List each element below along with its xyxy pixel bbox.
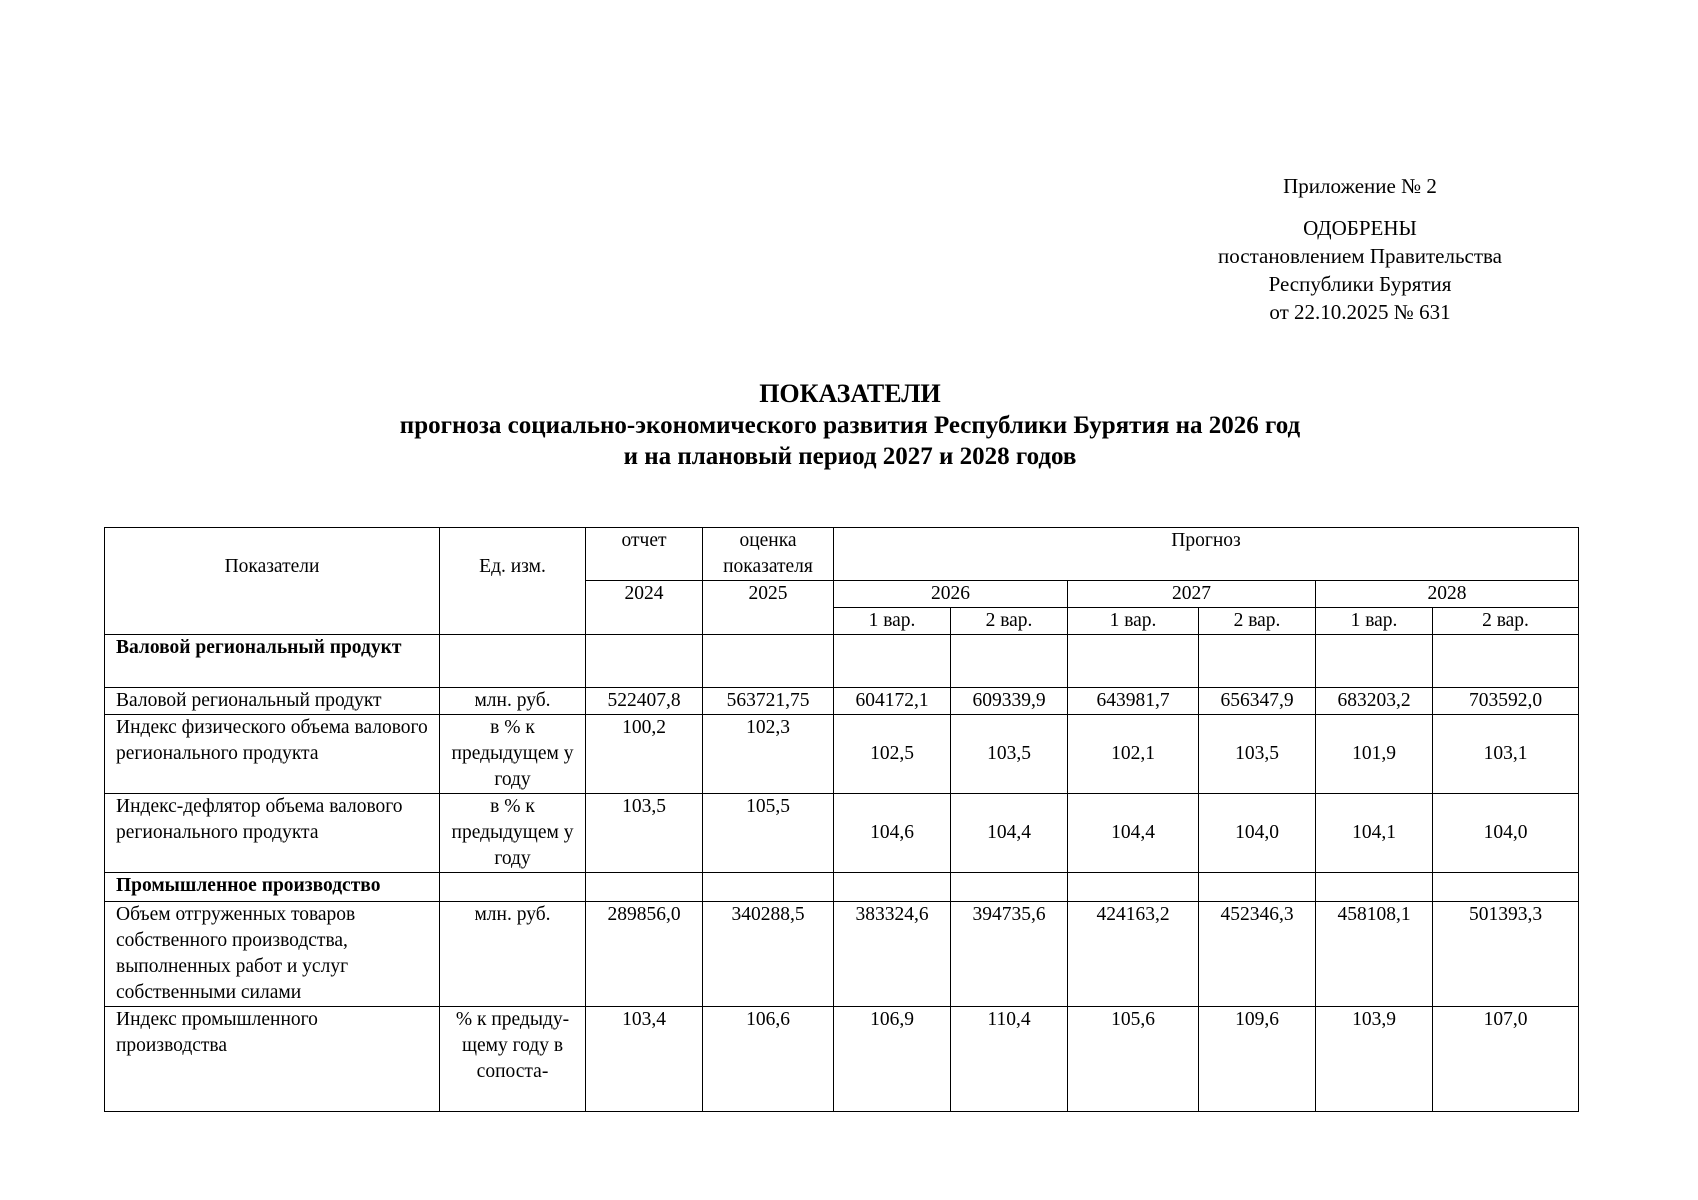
row-name: Индекс физического объема валового регионального продукта	[105, 715, 440, 794]
header-2028-var1: 1 вар.	[1316, 608, 1433, 635]
value-2026-var1: 104,6	[834, 794, 951, 873]
value-2025: 105,5	[703, 794, 834, 873]
row-name: Объем отгруженных товаров собственного производства, выполненных работ и услуг собственными силами	[105, 902, 440, 1007]
value-2026-var2: 103,5	[951, 715, 1068, 794]
section-row-grp	[105, 635, 1579, 688]
header-indicators: Показатели	[105, 528, 440, 635]
table-row	[105, 715, 1579, 794]
title-main: ПОКАЗАТЕЛИ	[759, 379, 941, 408]
value-2028-var2: 104,0	[1433, 794, 1579, 873]
header-estimate: оценка показателя	[703, 528, 834, 581]
value-2028-var1: 104,1	[1316, 794, 1433, 873]
header-year-2024: 2024	[586, 581, 703, 635]
header-report: отчет	[586, 528, 703, 581]
header-row-1	[105, 528, 1579, 581]
value-2026-var1: 102,5	[834, 715, 951, 794]
value-2028-var1: 458108,1	[1316, 902, 1433, 1007]
row-unit: в % к предыдущем у году	[440, 794, 586, 873]
value-2026-var2: 609339,9	[951, 688, 1068, 715]
approval-block	[1180, 172, 1540, 326]
row-unit: % к предыду-щему году в сопоста-	[440, 1007, 586, 1112]
row-unit: млн. руб.	[440, 688, 586, 715]
header-year-2025: 2025	[703, 581, 834, 635]
header-forecast: Прогноз	[834, 528, 1579, 581]
value-2028-var1: 103,9	[1316, 1007, 1433, 1112]
table-row	[105, 688, 1579, 715]
value-2027-var1: 102,1	[1068, 715, 1199, 794]
value-2027-var2: 103,5	[1199, 715, 1316, 794]
value-2024: 522407,8	[586, 688, 703, 715]
value-2027-var1: 105,6	[1068, 1007, 1199, 1112]
value-2024: 103,5	[586, 794, 703, 873]
value-2028-var2: 501393,3	[1433, 902, 1579, 1007]
title-line2: прогноза социально-экономического развития Республики Бурятия на 2026 год	[399, 412, 1301, 439]
value-2025: 102,3	[703, 715, 834, 794]
title-line3: и на плановый период 2027 и 2028 годов	[623, 443, 1077, 470]
value-2027-var2: 452346,3	[1199, 902, 1316, 1007]
annex-label: Приложение № 2	[1283, 174, 1437, 198]
header-year-2028: 2028	[1316, 581, 1579, 608]
value-2027-var2: 656347,9	[1199, 688, 1316, 715]
value-2024: 103,4	[586, 1007, 703, 1112]
section-title: Валовой региональный продукт	[105, 635, 440, 688]
header-unit: Ед. изм.	[440, 528, 586, 635]
table-row	[105, 1007, 1579, 1112]
value-2027-var2: 109,6	[1199, 1007, 1316, 1112]
approved-by-line2: Республики Бурятия	[1268, 272, 1452, 296]
value-2028-var2: 703592,0	[1433, 688, 1579, 715]
value-2026-var2: 394735,6	[951, 902, 1068, 1007]
approved-by-line1: постановлением Правительства	[1217, 244, 1502, 268]
header-2026-var2: 2 вар.	[951, 608, 1068, 635]
value-2027-var1: 424163,2	[1068, 902, 1199, 1007]
value-2026-var2: 104,4	[951, 794, 1068, 873]
approved-date: от 22.10.2025 № 631	[1269, 300, 1451, 324]
value-2026-var1: 106,9	[834, 1007, 951, 1112]
value-2024: 100,2	[586, 715, 703, 794]
value-2028-var1: 683203,2	[1316, 688, 1433, 715]
value-2028-var2: 103,1	[1433, 715, 1579, 794]
value-2026-var2: 110,4	[951, 1007, 1068, 1112]
value-2027-var2: 104,0	[1199, 794, 1316, 873]
header-2026-var1: 1 вар.	[834, 608, 951, 635]
value-2025: 106,6	[703, 1007, 834, 1112]
value-2025: 340288,5	[703, 902, 834, 1007]
value-2024: 289856,0	[586, 902, 703, 1007]
row-unit: млн. руб.	[440, 902, 586, 1007]
row-name: Индекс промышленного производства	[105, 1007, 440, 1112]
value-2027-var1: 104,4	[1068, 794, 1199, 873]
table-row	[105, 902, 1579, 1007]
value-2025: 563721,75	[703, 688, 834, 715]
value-2028-var1: 101,9	[1316, 715, 1433, 794]
value-2026-var1: 383324,6	[834, 902, 951, 1007]
header-2028-var2: 2 вар.	[1433, 608, 1579, 635]
section-title: Промышленное производство	[105, 873, 440, 902]
row-name: Валовой региональный продукт	[105, 688, 440, 715]
row-unit: в % к предыдущем у году	[440, 715, 586, 794]
header-year-2026: 2026	[834, 581, 1068, 608]
document-title	[200, 378, 1500, 472]
value-2028-var2: 107,0	[1433, 1007, 1579, 1112]
value-2027-var1: 643981,7	[1068, 688, 1199, 715]
section-row-industry	[105, 873, 1579, 902]
value-2026-var1: 604172,1	[834, 688, 951, 715]
indicators-table	[104, 527, 1579, 1112]
row-name: Индекс-дефлятор объема валового регионального продукта	[105, 794, 440, 873]
approved-label: ОДОБРЕНЫ	[1303, 216, 1417, 240]
header-year-2027: 2027	[1068, 581, 1316, 608]
header-2027-var1: 1 вар.	[1068, 608, 1199, 635]
table-row	[105, 794, 1579, 873]
header-2027-var2: 2 вар.	[1199, 608, 1316, 635]
